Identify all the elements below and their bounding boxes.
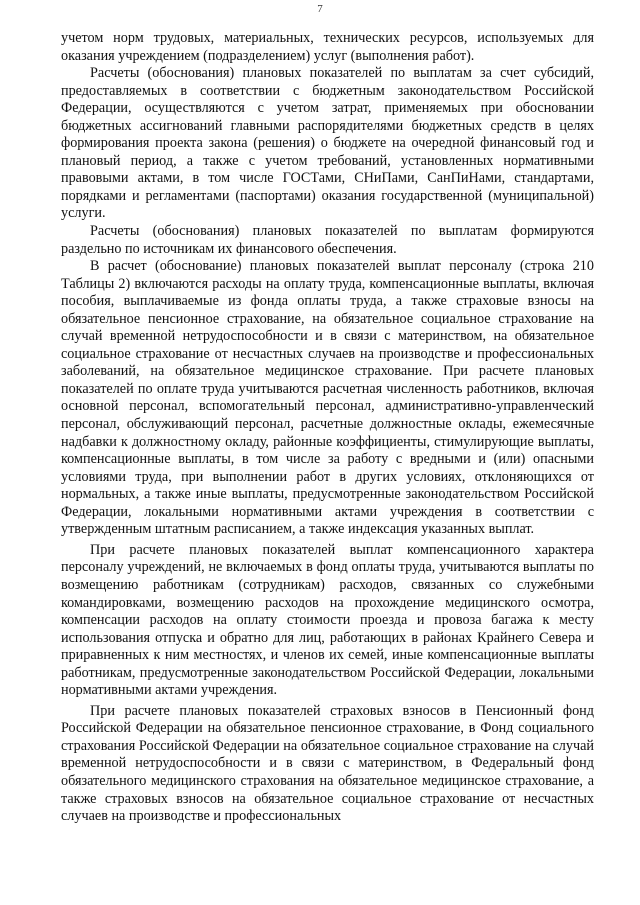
paragraph-compensation-payments: При расчете плановых показателей выплат компенсационного характера персоналу учреждений, не включаемых в фонд оплаты труда, учитываются выплаты по возмещению работникам (сотрудникам) расходов, связанных со служебными командировками, возмещению расходов на прохождение медицинского осмотра, компенсации расходов на оплату стоимости проезда и провоза багажа к месту использования отпуска и обратно для лиц, работающих в районах Крайнего Севера и приравненных к ним местностях, и членов их семей, иные компенсационные выплаты работникам, предусмотренные законодательством Российской Федерации, локальными нормативными актами учреждения. <box>61 541 594 699</box>
paragraph-insurance-contributions: При расчете плановых показателей страховых взносов в Пенсионный фонд Российской Федерации на обязательное пенсионное страхование, в Фонд социального страхования Российской Федерации на обязательное социальное страхование на случай временной нетрудоспособности и в связи с материнством, в Федеральный фонд обязательного медицинского страхования на обязательное медицинское страхование, а также страховых взносов на обязательное социальное страхование от несчастных случаев на производстве и профессиональных <box>61 702 594 825</box>
paragraph-funding-sources: Расчеты (обоснования) плановых показателей по выплатам формируются раздельно по источникам их финансового обеспечения. <box>61 223 594 257</box>
paragraph-subsidy-calculations: Расчеты (обоснования) плановых показателей по выплатам за счет субсидий, предоставляемых в соответствии с бюджетным законодательством Российской Федерации, осуществляются с учетом затрат, применяемых при обосновании бюджетных ассигнований главными распорядителями бюджетных средств в целях формирования проекта закона (решения) о бюджете на очередной финансовый год и плановый период, а также с учетом требований, установленных нормативными правовыми актами, в том числе ГОСТами, СНиПами, СанПиНами, стандартами, порядками и регламентами (паспортами) оказания государственной (муниципальной) услуги. <box>61 65 594 222</box>
page-number: 7 <box>317 3 323 15</box>
paragraph-continuation: учетом норм трудовых, материальных, технических ресурсов, используемых для оказания учреждением (подразделением) услуг (выполнения работ). <box>61 30 594 64</box>
document-body <box>61 30 594 826</box>
paragraph-personnel-payments: В расчет (обоснование) плановых показателей выплат персоналу (строка 210 Таблицы 2) включаются расходы на оплату труда, компенсационные выплаты, включая пособия, выплачиваемые из фонда оплаты труда, а также страховые взносы на обязательное пенсионное страхование, на обязательное социальное страхование на случай временной нетрудоспособности и в связи с материнством, на обязательное социальное страхование от несчастных случаев на производстве и профессиональных заболеваний, на обязательное медицинское страхование. При расчете плановых показателей по оплате труда учитываются расчетная численность работников, включая основной персонал, вспомогательный персонал, административно-управленческий персонал, обслуживающий персонал, расчетные должностные оклады, ежемесячные надбавки к должностному окладу, районные коэффициенты, стимулирующие выплаты, компенсационные выплаты, в том числе за работу с вредными и (или) опасными условиями труда, при выполнении работ в других условиях, отклоняющихся от нормальных, а также иные выплаты, предусмотренные законодательством Российской Федерации, локальными нормативными актами учреждения в соответствии с утвержденным штатным расписанием, а также индексация указанных выплат. <box>61 258 594 538</box>
